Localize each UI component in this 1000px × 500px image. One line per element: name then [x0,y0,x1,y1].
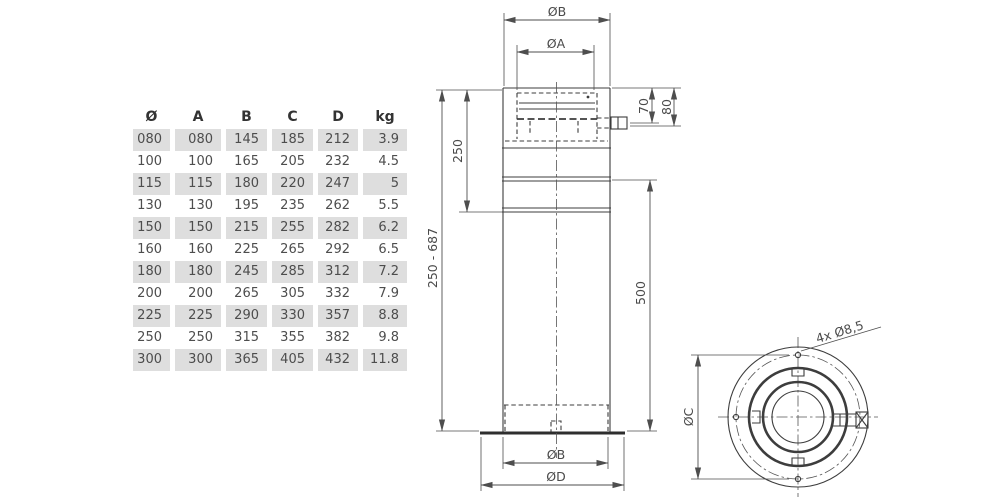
table-row [133,239,407,261]
table-cell: 6.2 [363,217,407,239]
table-cell: 215 [226,217,267,239]
dim-label-70: 70 [636,98,651,114]
table-cell: 332 [325,286,350,301]
table-header-c: C [287,109,298,125]
dim-label-250: 250 [450,139,465,163]
table-cell: 195 [234,198,259,213]
table-cell: 080 [175,129,221,151]
table-row [133,217,407,239]
table-row [133,327,407,349]
weld-point [587,96,590,99]
dim-label-dia-b-bottom: ØB [546,447,566,462]
table-header-kg: kg [375,109,395,125]
table-cell: 11.8 [363,349,407,371]
table-cell: 180 [133,261,170,283]
table-cell: 255 [272,217,313,239]
dim-label-dia-d: ØD [546,469,566,484]
dimension-table [133,106,407,371]
table-cell: 330 [272,305,313,327]
table-row [133,173,407,195]
table-cell: 212 [318,129,358,151]
table-cell: 232 [325,154,350,169]
front-dimensions [425,4,681,491]
dim-label-bolt-holes: 4x Ø8,5 [814,317,866,347]
table-header-diameter: Ø [145,109,158,125]
table-cell: 100 [188,154,213,169]
table-cell: 405 [272,349,313,371]
dim-label-dia-a: ØA [546,36,566,51]
table-cell: 4.5 [378,154,399,169]
table-cell: 305 [280,286,305,301]
table-cell: 5.5 [378,198,399,213]
table-cell: 282 [318,217,358,239]
table-cell: 247 [318,173,358,195]
table-cell: 080 [133,129,170,151]
table-cell: 292 [325,242,350,257]
table-cell: 200 [137,286,162,301]
table-header-a: A [192,109,204,125]
table-cell: 5 [363,173,407,195]
table-cell: 235 [280,198,305,213]
front-view [480,82,627,458]
dim-label-80: 80 [659,99,674,115]
table-cell: 250 [188,330,213,345]
table-cell: 300 [133,349,170,371]
table-cell: 150 [175,217,221,239]
table-cell: 160 [188,242,213,257]
table-cell: 245 [226,261,267,283]
drain-hidden-outline [551,421,561,432]
table-cell: 265 [234,286,259,301]
table-cell: 115 [175,173,221,195]
table-cell: 312 [318,261,358,283]
table-cell: 160 [137,242,162,257]
table-cell: 180 [226,173,267,195]
table-row [133,151,407,173]
table-row [133,349,407,371]
table-cell: 165 [234,154,259,169]
table-cell: 205 [280,154,305,169]
table-cell: 300 [175,349,221,371]
section-dimensions [681,317,881,479]
table-cell: 150 [133,217,170,239]
table-cell: 180 [175,261,221,283]
table-row [133,261,407,283]
table-row [133,129,407,151]
table-cell: 100 [137,154,162,169]
table-cell: 200 [188,286,213,301]
table-cell: 3.9 [363,129,407,151]
table-cell: 355 [280,330,305,345]
table-cell: 290 [226,305,267,327]
table-cell: 130 [137,198,162,213]
table-cell: 8.8 [363,305,407,327]
dim-label-dia-c: ØC [681,407,696,427]
table-cell: 185 [272,129,313,151]
dim-label-range: 250 - 687 [425,227,440,289]
table-cell: 285 [272,261,313,283]
table-cell: 262 [325,198,350,213]
table-cell: 432 [318,349,358,371]
drain-nipple-front [597,117,627,129]
table-cell: 145 [226,129,267,151]
table-row [133,283,407,305]
table-cell: 265 [280,242,305,257]
table-cell: 130 [188,198,213,213]
dim-label-dia-b-top: ØB [547,4,567,19]
table-header-row [133,106,407,129]
section-view [718,337,878,497]
table-cell: 7.2 [363,261,407,283]
table-row [133,305,407,327]
table-cell: 357 [318,305,358,327]
table-cell: 9.8 [378,330,399,345]
table-cell: 315 [234,330,259,345]
drain-nipple-section [833,412,868,428]
table-cell: 382 [325,330,350,345]
table-cell: 365 [226,349,267,371]
table-header-b: B [241,109,252,125]
table-cell: 225 [234,242,259,257]
dim-label-500: 500 [633,281,648,305]
table-cell: 225 [175,305,221,327]
table-cell: 250 [137,330,162,345]
table-cell: 220 [272,173,313,195]
table-cell: 115 [133,173,170,195]
table-row [133,195,407,217]
table-cell: 7.9 [378,286,399,301]
table-cell: 6.5 [378,242,399,257]
table-cell: 225 [133,305,170,327]
table-header-d: D [332,109,344,125]
